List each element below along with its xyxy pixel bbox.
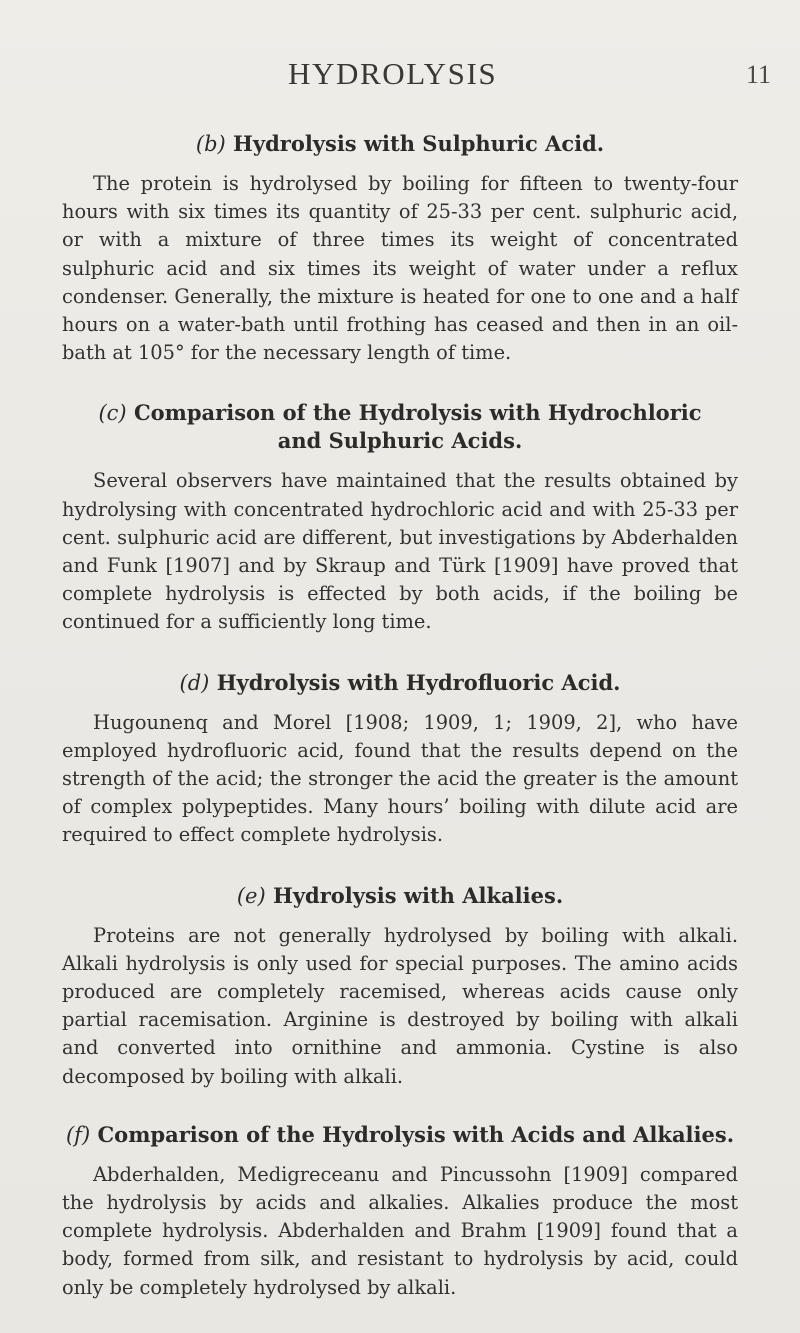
section-title: Hydrolysis with Sulphuric Acid. — [233, 131, 605, 156]
section-letter: (f) — [65, 1122, 91, 1147]
page-number: 11 — [746, 60, 772, 89]
section-paragraph-b: The protein is hydrolysed by boiling for fifteen to twenty-four hours with six times its quantity of 25-33 per cent. sulphuric acid, or with a mixture of three times its weight of concentrated sulphuric acid and six times its weight of water under a reflux condenser. Generally, the mixture is heated for one to one and a half hours on a water-bath until frothing has ceased and then in an oil-bath at 105° for the necessary length of time. — [62, 172, 738, 365]
section-title: Comparison of the Hydrolysis with Acids and Alkalies. — [97, 1121, 735, 1147]
bottom-margin — [0, 1080, 800, 1333]
section-title: Hydrolysis with Hydrofluoric Acid. — [216, 669, 621, 695]
section-letter: (c) — [98, 401, 127, 426]
section-title: Comparison of the Hydrolysis with Hydrochloric and Sulphuric Acids. — [133, 400, 702, 454]
running-head — [0, 56, 800, 96]
section-heading-c — [62, 399, 738, 455]
running-title: HYDROLYSIS — [288, 56, 498, 91]
section-heading-e — [62, 882, 738, 910]
section-letter: (b) — [195, 132, 226, 156]
section-letter: (d) — [179, 670, 210, 695]
section-paragraph-e: Proteins are not generally hydrolysed by boiling with alkali. Alkali hydrolysis is only used for special purposes. The amino acids produced are completely racemised, whereas acids cause only partial racemisation. Arginine is destroyed by boiling with alkali and converted into ornithine and ammonia. Cystine is also decomposed by boiling with alkali. — [62, 923, 738, 1088]
section-paragraph-f: Abderhalden, Medigreceanu and Pincussohn [1909] compared the hydrolysis by acids and alkalies. Alkalies produce the most complete hydrolysis. Abderhalden and Brahm [1909] found that a body, formed from silk, and resistant to hydrolysis by acid, could only be completely hydrolysed by alkali. — [62, 1162, 738, 1299]
section-heading-b — [62, 130, 738, 158]
section-title: Hydrolysis with Alkalies. — [273, 882, 564, 908]
section-letter: (e) — [236, 883, 266, 908]
section-heading-d — [62, 669, 738, 697]
section-paragraph-c: Several observers have maintained that the results obtained by hydrolysing with concentrated hydrochloric acid and with 25-33 per cent. sulphuric acid are different, but investigations by Abderhalden and Funk [1907] and by Skraup and Türk [1909] have proved that complete hydrolysis is effected by both acids, if the boiling be continued for a sufficiently long time. — [62, 469, 738, 634]
section-paragraph-d: Hugounenq and Morel [1908; 1909, 1; 1909, 2], who have employed hydrofluoric acid, found that the results depend on the strength of the acid; the stronger the acid the greater is the amount of complex polypeptides. Many hours’ boiling with dilute acid are required to effect complete hydrolysis. — [62, 710, 738, 847]
